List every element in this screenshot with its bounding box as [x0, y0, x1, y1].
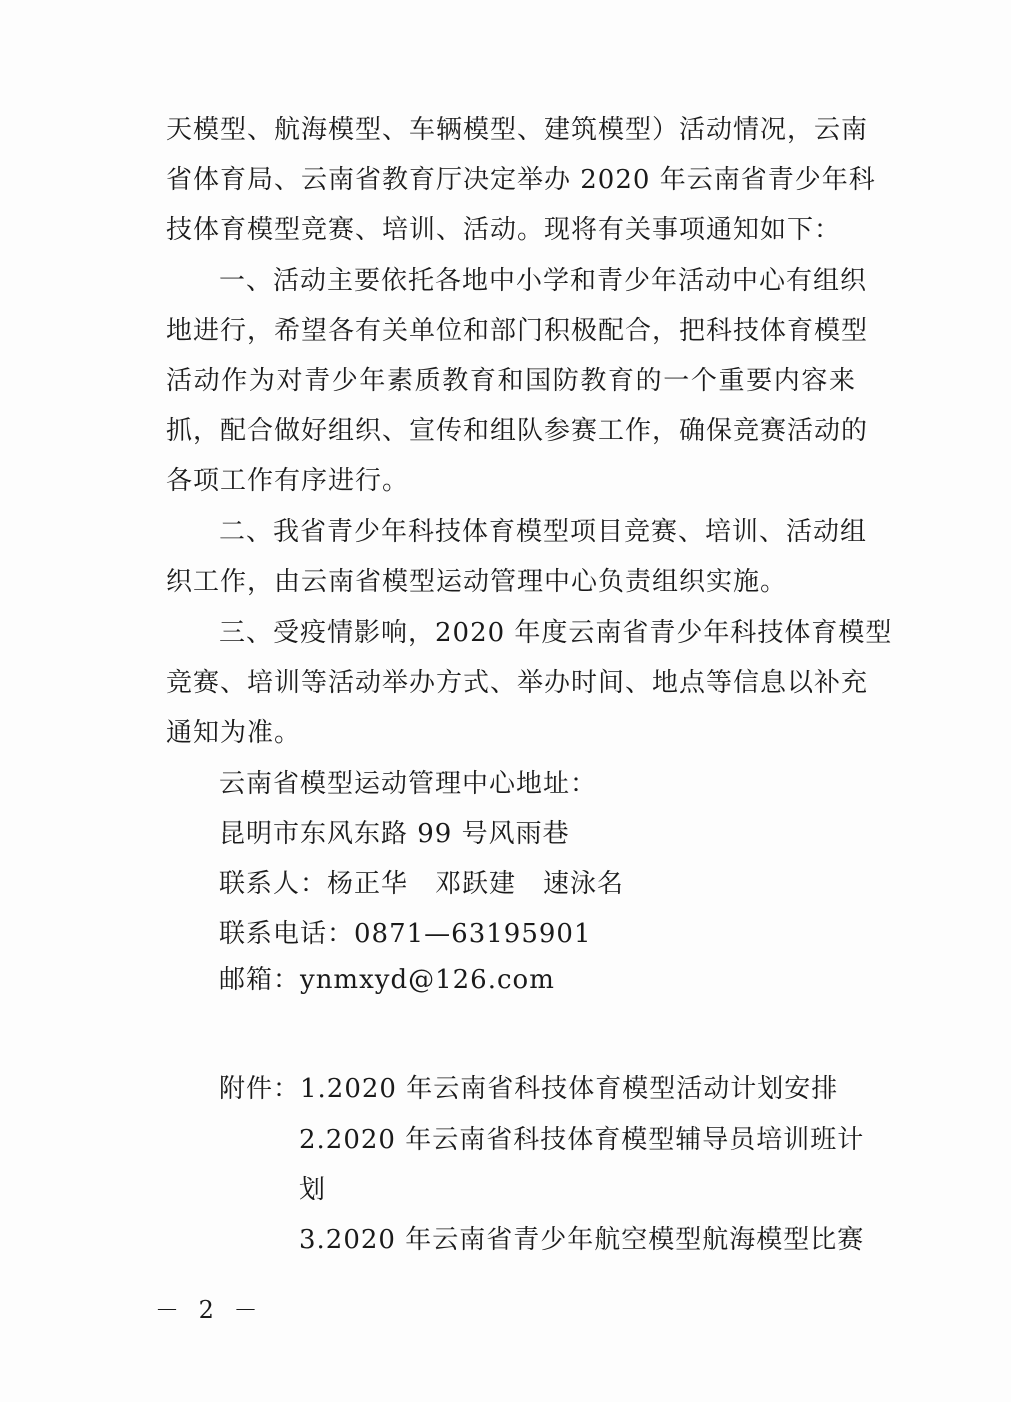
contact-people: 联系人：杨正华 邓跃建 速泳名	[219, 869, 625, 899]
item2-line-2: 织工作，由云南省模型运动管理中心负责组织实施。	[166, 567, 788, 597]
page-number: － 2 －	[155, 1296, 264, 1324]
contact-email: 邮箱：ynmxyd@126.com	[219, 965, 555, 995]
item3-line-1: 三、受疫情影响，2020 年度云南省青少年科技体育模型	[219, 618, 893, 648]
contact-phone: 联系电话：0871—63195901	[219, 919, 592, 949]
item3-line-3: 通知为准。	[166, 718, 302, 748]
intro-line-3: 技体育模型竞赛、培训、活动。现将有关事项通知如下：	[166, 215, 842, 245]
address-value: 昆明市东风东路 99 号风雨巷	[219, 819, 570, 849]
attachment-2-line-2: 划	[299, 1175, 327, 1205]
item1-line-4: 抓，配合做好组织、宣传和组队参赛工作，确保竞赛活动的	[166, 416, 869, 446]
item1-line-2: 地进行，希望各有关单位和部门积极配合，把科技体育模型	[166, 316, 869, 346]
item2-line-1: 二、我省青少年科技体育模型项目竞赛、培训、活动组	[219, 517, 868, 547]
attachment-1: 附件：1.2020 年云南省科技体育模型活动计划安排	[219, 1074, 839, 1104]
intro-line-2: 省体育局、云南省教育厅决定举办 2020 年云南省青少年科	[166, 165, 876, 195]
intro-line-1: 天模型、航海模型、车辆模型、建筑模型）活动情况，云南	[166, 115, 869, 145]
attachment-2-line-1: 2.2020 年云南省科技体育模型辅导员培训班计	[299, 1125, 865, 1155]
address-label: 云南省模型运动管理中心地址：	[219, 769, 598, 799]
item1-line-1: 一、活动主要依托各地中小学和青少年活动中心有组织	[219, 266, 868, 296]
item3-line-2: 竞赛、培训等活动举办方式、举办时间、地点等信息以补充	[166, 668, 869, 698]
attachment-3: 3.2020 年云南省青少年航空模型航海模型比赛	[299, 1225, 865, 1255]
item1-line-3: 活动作为对青少年素质教育和国防教育的一个重要内容来	[166, 366, 856, 396]
item1-line-5: 各项工作有序进行。	[166, 466, 410, 496]
